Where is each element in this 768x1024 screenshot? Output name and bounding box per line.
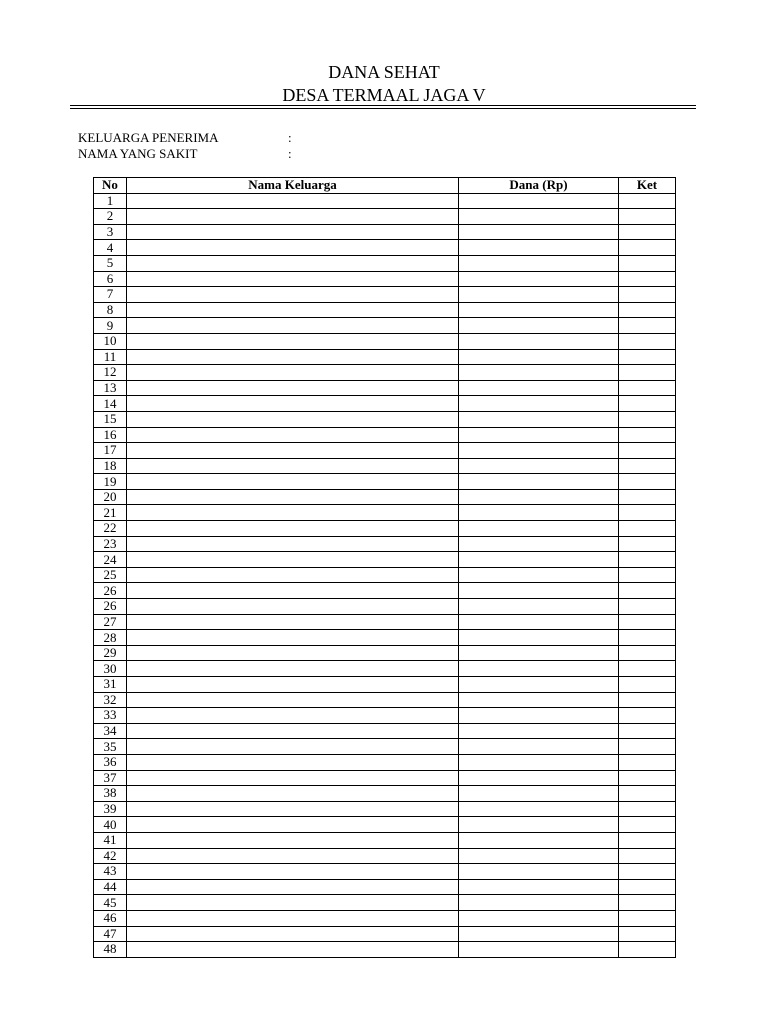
dana-cell: [459, 521, 619, 537]
ket-cell: [619, 770, 676, 786]
column-header-no: No: [94, 178, 127, 194]
dana-cell: [459, 832, 619, 848]
table-row: [94, 505, 676, 521]
nama-keluarga-cell: [127, 240, 459, 256]
table-row: [94, 692, 676, 708]
table-row: [94, 583, 676, 599]
table-row: [94, 817, 676, 833]
column-header-ket: Ket: [619, 178, 676, 194]
nama-keluarga-cell: [127, 271, 459, 287]
table-row: [94, 365, 676, 381]
table-row: [94, 333, 676, 349]
nama-keluarga-cell: [127, 411, 459, 427]
table-row: [94, 926, 676, 942]
ket-cell: [619, 895, 676, 911]
table-row: [94, 770, 676, 786]
row-number: 41: [94, 832, 127, 848]
ket-cell: [619, 848, 676, 864]
ket-cell: [619, 302, 676, 318]
dana-cell: [459, 443, 619, 459]
row-number: 38: [94, 786, 127, 802]
dana-cell: [459, 318, 619, 334]
row-number: 43: [94, 864, 127, 880]
dana-cell: [459, 942, 619, 958]
table-row: [94, 661, 676, 677]
dana-cell: [459, 677, 619, 693]
dana-cell: [459, 739, 619, 755]
row-number: 46: [94, 910, 127, 926]
dana-cell: [459, 599, 619, 615]
row-number: 26: [94, 599, 127, 615]
ket-cell: [619, 599, 676, 615]
table-row: [94, 396, 676, 412]
dana-cell: [459, 396, 619, 412]
nama-keluarga-cell: [127, 599, 459, 615]
nama-keluarga-cell: [127, 287, 459, 303]
row-number: 31: [94, 677, 127, 693]
nama-keluarga-cell: [127, 692, 459, 708]
row-number: 13: [94, 380, 127, 396]
ket-cell: [619, 786, 676, 802]
ket-cell: [619, 396, 676, 412]
ket-cell: [619, 677, 676, 693]
table-row: [94, 677, 676, 693]
row-number: 48: [94, 942, 127, 958]
ket-cell: [619, 209, 676, 225]
dana-cell: [459, 645, 619, 661]
nama-keluarga-cell: [127, 864, 459, 880]
ket-cell: [619, 489, 676, 505]
table-row: [94, 599, 676, 615]
table-row: [94, 630, 676, 646]
row-number: 12: [94, 365, 127, 381]
table-row: [94, 380, 676, 396]
dana-cell: [459, 224, 619, 240]
dana-cell: [459, 411, 619, 427]
row-number: 27: [94, 614, 127, 630]
row-number: 14: [94, 396, 127, 412]
dana-cell: [459, 723, 619, 739]
table-row: [94, 567, 676, 583]
table-row: [94, 708, 676, 724]
ket-cell: [619, 832, 676, 848]
row-number: 5: [94, 255, 127, 271]
dana-cell: [459, 536, 619, 552]
ket-cell: [619, 926, 676, 942]
ket-cell: [619, 567, 676, 583]
nama-keluarga-cell: [127, 255, 459, 271]
nama-keluarga-cell: [127, 318, 459, 334]
row-number: 1: [94, 193, 127, 209]
dana-cell: [459, 661, 619, 677]
nama-keluarga-cell: [127, 396, 459, 412]
table-row: [94, 801, 676, 817]
dana-cell: [459, 895, 619, 911]
ket-cell: [619, 614, 676, 630]
field-label: NAMA YANG SAKIT: [78, 146, 198, 161]
row-number: 29: [94, 645, 127, 661]
nama-keluarga-cell: [127, 193, 459, 209]
nama-keluarga-cell: [127, 474, 459, 490]
row-number: 2: [94, 209, 127, 225]
row-number: 32: [94, 692, 127, 708]
dana-cell: [459, 365, 619, 381]
row-number: 37: [94, 770, 127, 786]
dana-cell: [459, 879, 619, 895]
table-row: [94, 723, 676, 739]
row-number: 9: [94, 318, 127, 334]
nama-keluarga-cell: [127, 754, 459, 770]
row-number: 34: [94, 723, 127, 739]
ket-cell: [619, 552, 676, 568]
ket-cell: [619, 692, 676, 708]
nama-keluarga-cell: [127, 645, 459, 661]
ket-cell: [619, 224, 676, 240]
ket-cell: [619, 380, 676, 396]
row-number: 36: [94, 754, 127, 770]
nama-keluarga-cell: [127, 209, 459, 225]
nama-keluarga-cell: [127, 848, 459, 864]
field-label: KELUARGA PENERIMA: [78, 130, 219, 145]
table-row: [94, 895, 676, 911]
nama-keluarga-cell: [127, 832, 459, 848]
dana-cell: [459, 333, 619, 349]
dana-cell: [459, 817, 619, 833]
table-row: [94, 302, 676, 318]
dana-cell: [459, 848, 619, 864]
nama-keluarga-cell: [127, 942, 459, 958]
dana-cell: [459, 349, 619, 365]
dana-cell: [459, 271, 619, 287]
dana-cell: [459, 489, 619, 505]
table-row: [94, 349, 676, 365]
nama-keluarga-cell: [127, 879, 459, 895]
ket-cell: [619, 255, 676, 271]
row-number: 19: [94, 474, 127, 490]
row-number: 40: [94, 817, 127, 833]
table-row: [94, 832, 676, 848]
dana-cell: [459, 552, 619, 568]
nama-keluarga-cell: [127, 895, 459, 911]
dana-cell: [459, 193, 619, 209]
dana-cell: [459, 302, 619, 318]
table-row: [94, 848, 676, 864]
header-rule-top: [70, 105, 696, 106]
table-row: [94, 754, 676, 770]
dana-cell: [459, 458, 619, 474]
ket-cell: [619, 754, 676, 770]
donation-table: [93, 177, 676, 958]
nama-keluarga-cell: [127, 443, 459, 459]
table-row: [94, 224, 676, 240]
row-number: 23: [94, 536, 127, 552]
row-number: 22: [94, 521, 127, 537]
ket-cell: [619, 864, 676, 880]
table-row: [94, 521, 676, 537]
row-number: 39: [94, 801, 127, 817]
ket-cell: [619, 661, 676, 677]
table-row: [94, 240, 676, 256]
row-number: 42: [94, 848, 127, 864]
header-rule-bottom: [70, 108, 696, 109]
ket-cell: [619, 630, 676, 646]
ket-cell: [619, 723, 676, 739]
ket-cell: [619, 333, 676, 349]
nama-keluarga-cell: [127, 302, 459, 318]
document-title: DANA SEHAT: [328, 62, 440, 82]
table-row: [94, 879, 676, 895]
nama-keluarga-cell: [127, 614, 459, 630]
row-number: 47: [94, 926, 127, 942]
ket-cell: [619, 521, 676, 537]
ket-cell: [619, 801, 676, 817]
field-separator: :: [288, 130, 292, 145]
table-row: [94, 443, 676, 459]
table-row: [94, 411, 676, 427]
table-row: [94, 536, 676, 552]
row-number: 30: [94, 661, 127, 677]
table-row: [94, 489, 676, 505]
nama-keluarga-cell: [127, 365, 459, 381]
ket-cell: [619, 349, 676, 365]
field-separator: :: [288, 146, 292, 161]
nama-keluarga-cell: [127, 536, 459, 552]
column-header-nama-keluarga: Nama Keluarga: [127, 178, 459, 194]
table-row: [94, 614, 676, 630]
nama-keluarga-cell: [127, 567, 459, 583]
ket-cell: [619, 879, 676, 895]
row-number: 16: [94, 427, 127, 443]
dana-cell: [459, 786, 619, 802]
nama-keluarga-cell: [127, 801, 459, 817]
row-number: 8: [94, 302, 127, 318]
nama-keluarga-cell: [127, 661, 459, 677]
table-header-row: [94, 178, 676, 194]
ket-cell: [619, 411, 676, 427]
table-row: [94, 739, 676, 755]
dana-cell: [459, 240, 619, 256]
ket-cell: [619, 193, 676, 209]
nama-keluarga-cell: [127, 333, 459, 349]
nama-keluarga-cell: [127, 817, 459, 833]
dana-cell: [459, 505, 619, 521]
nama-keluarga-cell: [127, 505, 459, 521]
row-number: 44: [94, 879, 127, 895]
ket-cell: [619, 365, 676, 381]
dana-cell: [459, 910, 619, 926]
row-number: 35: [94, 739, 127, 755]
row-number: 6: [94, 271, 127, 287]
ket-cell: [619, 708, 676, 724]
table-row: [94, 864, 676, 880]
table-row: [94, 942, 676, 958]
table-row: [94, 786, 676, 802]
table-row: [94, 209, 676, 225]
ket-cell: [619, 583, 676, 599]
field-nama-yang-sakit: [78, 146, 292, 162]
ket-cell: [619, 817, 676, 833]
nama-keluarga-cell: [127, 677, 459, 693]
row-number: 21: [94, 505, 127, 521]
dana-cell: [459, 209, 619, 225]
dana-cell: [459, 630, 619, 646]
ket-cell: [619, 474, 676, 490]
ket-cell: [619, 942, 676, 958]
nama-keluarga-cell: [127, 349, 459, 365]
nama-keluarga-cell: [127, 910, 459, 926]
dana-cell: [459, 474, 619, 490]
ket-cell: [619, 505, 676, 521]
table-row: [94, 552, 676, 568]
nama-keluarga-cell: [127, 224, 459, 240]
dana-cell: [459, 380, 619, 396]
nama-keluarga-cell: [127, 552, 459, 568]
ket-cell: [619, 739, 676, 755]
dana-cell: [459, 864, 619, 880]
row-number: 17: [94, 443, 127, 459]
table-row: [94, 255, 676, 271]
nama-keluarga-cell: [127, 926, 459, 942]
table-row: [94, 271, 676, 287]
row-number: 45: [94, 895, 127, 911]
ket-cell: [619, 287, 676, 303]
ket-cell: [619, 910, 676, 926]
ket-cell: [619, 645, 676, 661]
dana-cell: [459, 567, 619, 583]
row-number: 15: [94, 411, 127, 427]
ket-cell: [619, 271, 676, 287]
row-number: 33: [94, 708, 127, 724]
row-number: 7: [94, 287, 127, 303]
column-header-dana: Dana (Rp): [459, 178, 619, 194]
table-row: [94, 193, 676, 209]
nama-keluarga-cell: [127, 770, 459, 786]
table-row: [94, 458, 676, 474]
ket-cell: [619, 427, 676, 443]
nama-keluarga-cell: [127, 630, 459, 646]
field-keluarga-penerima: [78, 130, 292, 146]
dana-cell: [459, 801, 619, 817]
nama-keluarga-cell: [127, 739, 459, 755]
row-number: 18: [94, 458, 127, 474]
row-number: 10: [94, 333, 127, 349]
dana-cell: [459, 770, 619, 786]
dana-cell: [459, 427, 619, 443]
ket-cell: [619, 536, 676, 552]
row-number: 25: [94, 567, 127, 583]
row-number: 4: [94, 240, 127, 256]
nama-keluarga-cell: [127, 786, 459, 802]
ket-cell: [619, 240, 676, 256]
nama-keluarga-cell: [127, 458, 459, 474]
table-row: [94, 318, 676, 334]
row-number: 28: [94, 630, 127, 646]
table-row: [94, 474, 676, 490]
dana-cell: [459, 583, 619, 599]
dana-cell: [459, 255, 619, 271]
table-row: [94, 910, 676, 926]
row-number: 11: [94, 349, 127, 365]
nama-keluarga-cell: [127, 723, 459, 739]
row-number: 3: [94, 224, 127, 240]
nama-keluarga-cell: [127, 583, 459, 599]
table-row: [94, 287, 676, 303]
nama-keluarga-cell: [127, 427, 459, 443]
nama-keluarga-cell: [127, 489, 459, 505]
row-number: 20: [94, 489, 127, 505]
ket-cell: [619, 458, 676, 474]
dana-cell: [459, 287, 619, 303]
dana-cell: [459, 926, 619, 942]
dana-cell: [459, 614, 619, 630]
row-number: 26: [94, 583, 127, 599]
dana-cell: [459, 754, 619, 770]
document-subtitle: DESA TERMAAL JAGA V: [282, 85, 486, 105]
nama-keluarga-cell: [127, 380, 459, 396]
row-number: 24: [94, 552, 127, 568]
table-row: [94, 427, 676, 443]
dana-cell: [459, 708, 619, 724]
ket-cell: [619, 318, 676, 334]
dana-cell: [459, 692, 619, 708]
nama-keluarga-cell: [127, 521, 459, 537]
ket-cell: [619, 443, 676, 459]
nama-keluarga-cell: [127, 708, 459, 724]
table-row: [94, 645, 676, 661]
